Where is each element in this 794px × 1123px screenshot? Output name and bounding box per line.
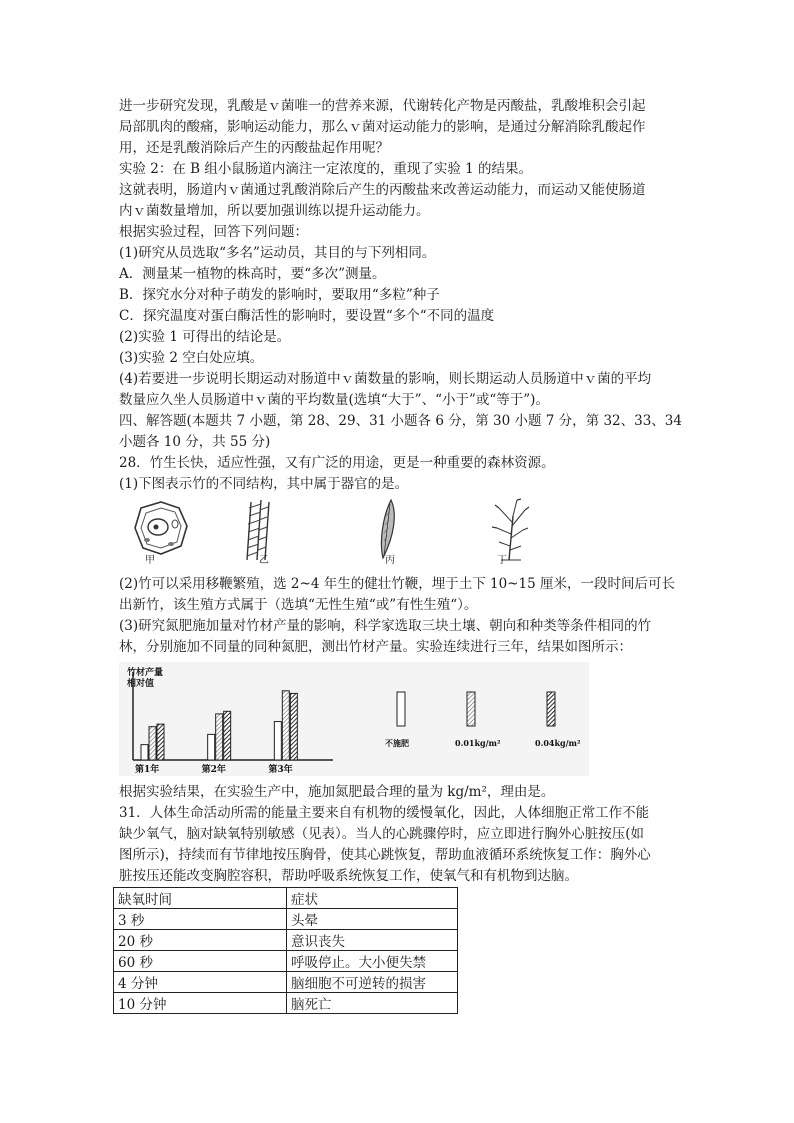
section-heading: 四、解答题(本题共 7 小题，第 28、29、31 小题各 6 分，第 30 小题 7 分，第 32、33、34 <box>119 413 682 429</box>
question-line: (3)研究氮肥施加量对竹材产量的影响，科学家选取三块土壤、朝向和种类等条件相同的竹 <box>119 618 652 634</box>
chart-x-tick-label: 第2年 <box>201 765 226 775</box>
structure-label-ding: 丁 <box>497 555 507 566</box>
option-c: C．探究温度对蛋白酶活性的影响时，要设置“多个“不同的温度 <box>119 308 495 324</box>
text-line: 局部肌肉的酸痛，影响运动能力，那么ｖ菌对运动能力的影响，是通过分解消除乳酸起作 <box>119 119 646 135</box>
chart-bar <box>282 691 289 760</box>
chart-bar <box>149 727 156 760</box>
chart-legend-swatch <box>397 692 405 726</box>
table-row <box>114 993 458 1014</box>
chart-x-tick-label: 第1年 <box>135 765 160 775</box>
chart-legend-label: 0.01kg/m² <box>455 738 501 748</box>
question-line: 脏按压还能改变胸腔容积，帮助呼吸系统恢复工作，使氧气和有机物到达脑。 <box>119 868 578 884</box>
question-line: (2)竹可以采用移鞭繁殖，选 2~4 年生的健壮竹鞭，埋于土下 10~15 厘米，一段时间后可长 <box>119 576 675 592</box>
cell-structure-drawing <box>135 502 187 554</box>
option-b: B．探究水分对种子萌发的影响时，要取用“多粒”种子 <box>119 287 440 303</box>
chart-ylabel: 竹材产量 相对值 <box>127 668 164 689</box>
structure-label-yi: 乙 <box>259 555 269 566</box>
chart-legend-label: 0.04kg/m² <box>535 738 581 748</box>
table-cell: 头晕 <box>287 909 458 930</box>
option-a: A．测量某一植物的株高时，要“多次”测量。 <box>119 266 386 282</box>
tissue-structure-drawing <box>247 500 269 560</box>
question-line: (1)下图表示竹的不同结构，其中属于器官的是。 <box>119 476 409 492</box>
leaf-structure-drawing <box>381 500 394 558</box>
question-line: 林，分别施加不同量的同种氮肥，测出竹材产量。实验连续进行三年，结果如图所示： <box>119 639 632 655</box>
section-heading: 小题各 10 分，共 55 分) <box>119 434 271 450</box>
table-header-cell: 症状 <box>287 888 458 909</box>
chart-bar <box>216 714 223 760</box>
chart-bar <box>290 693 297 760</box>
structure-label-jia: 甲 <box>145 555 155 566</box>
plant-structure-drawing <box>492 499 529 560</box>
chart-legend-label: 不施肥 <box>385 738 409 748</box>
table-cell: 10 分钟 <box>114 993 287 1014</box>
text-line: 内ｖ菌数量增加，所以要加强训练以提升运动能力。 <box>119 203 430 219</box>
table-cell: 60 秒 <box>114 951 287 972</box>
chart-svg <box>119 662 589 776</box>
table-cell: 脑死亡 <box>287 993 458 1014</box>
question-line: (4)若要进一步说明长期运动对肠道中ｖ菌数量的影响，则长期运动人员肠道中ｖ菌的平均 <box>119 371 652 387</box>
text-line: 这就表明，肠道内ｖ菌通过乳酸消除后产生的丙酸盐来改善运动能力，而运动又能使肠道 <box>119 182 646 198</box>
table-cell: 脑细胞不可逆转的损害 <box>287 972 458 993</box>
chart-bar <box>157 724 164 760</box>
text-line: 实验 2：在 B 组小鼠肠道内滴注一定浓度的，重现了实验 1 的结果。 <box>119 161 533 177</box>
chart-bar <box>274 722 281 760</box>
question-line: 缺少氧气，脑对缺氧特别敏感（见表）。当人的心跳骤停时，应立即进行胸外心脏按压(如 <box>119 826 645 842</box>
bamboo-structures-drawing <box>119 496 559 568</box>
question-line: (1)研究从员选取“多名”运动员，其目的与下列相同。 <box>119 245 436 261</box>
hypoxia-symptom-table <box>113 887 458 1014</box>
chart-bar <box>208 734 215 760</box>
chart-legend-swatch <box>547 692 555 726</box>
bamboo-yield-chart <box>119 662 589 776</box>
text-line: 根据实验过程，回答下列问题： <box>119 224 308 240</box>
table-cell: 意识丧失 <box>287 930 458 951</box>
table-cell: 20 秒 <box>114 930 287 951</box>
question-line: 出新竹，该生殖方式属于（选填“无性生殖“或”有性生殖“）。 <box>119 597 478 613</box>
bamboo-structures-figure <box>119 496 559 568</box>
text-line: 用，还是乳酸消除后产生的丙酸盐起作用呢？ <box>119 140 389 156</box>
chart-x-tick-label: 第3年 <box>268 765 293 775</box>
table-row <box>114 972 458 993</box>
table-header-cell: 缺氧时间 <box>114 888 287 909</box>
question-line: 数量应久坐人员肠道中ｖ菌的平均数量(选填“大于”、“小于”或“等于”)。 <box>119 392 549 408</box>
table-row <box>114 951 458 972</box>
table-cell: 3 秒 <box>114 909 287 930</box>
question-line: (2)实验 1 可得出的结论是。 <box>119 329 291 345</box>
chart-legend-swatch <box>467 692 475 726</box>
structure-label-bing: 丙 <box>385 555 395 566</box>
question-line: 根据实验结果，在实验生产中，施加氮肥最合理的量为 kg/m²，理由是。 <box>119 784 555 800</box>
table-cell: 4 分钟 <box>114 972 287 993</box>
question-line: (3)实验 2 空白处应填。 <box>119 350 264 366</box>
question-line: 31．人体生命活动所需的能量主要来自有机物的缓慢氧化，因此，人体细胞正常工作不能 <box>119 805 650 821</box>
question-line: 图所示)，持续而有节律地按压胸骨，使其心跳恢复，帮助血液循环系统恢复工作：胸外心 <box>119 847 651 863</box>
question-line: 28．竹生长快，适应性强，又有广泛的用途，更是一种重要的森林资源。 <box>119 455 555 471</box>
text-line: 进一步研究发现，乳酸是ｖ菌唯一的营养来源，代谢转化产物是丙酸盐，乳酸堆积会引起 <box>119 98 646 114</box>
table-header-row <box>114 888 458 909</box>
table-row <box>114 930 458 951</box>
chart-bar <box>224 711 231 760</box>
table-cell: 呼吸停止。大小便失禁 <box>287 951 458 972</box>
chart-bar <box>141 745 148 760</box>
table-row <box>114 909 458 930</box>
